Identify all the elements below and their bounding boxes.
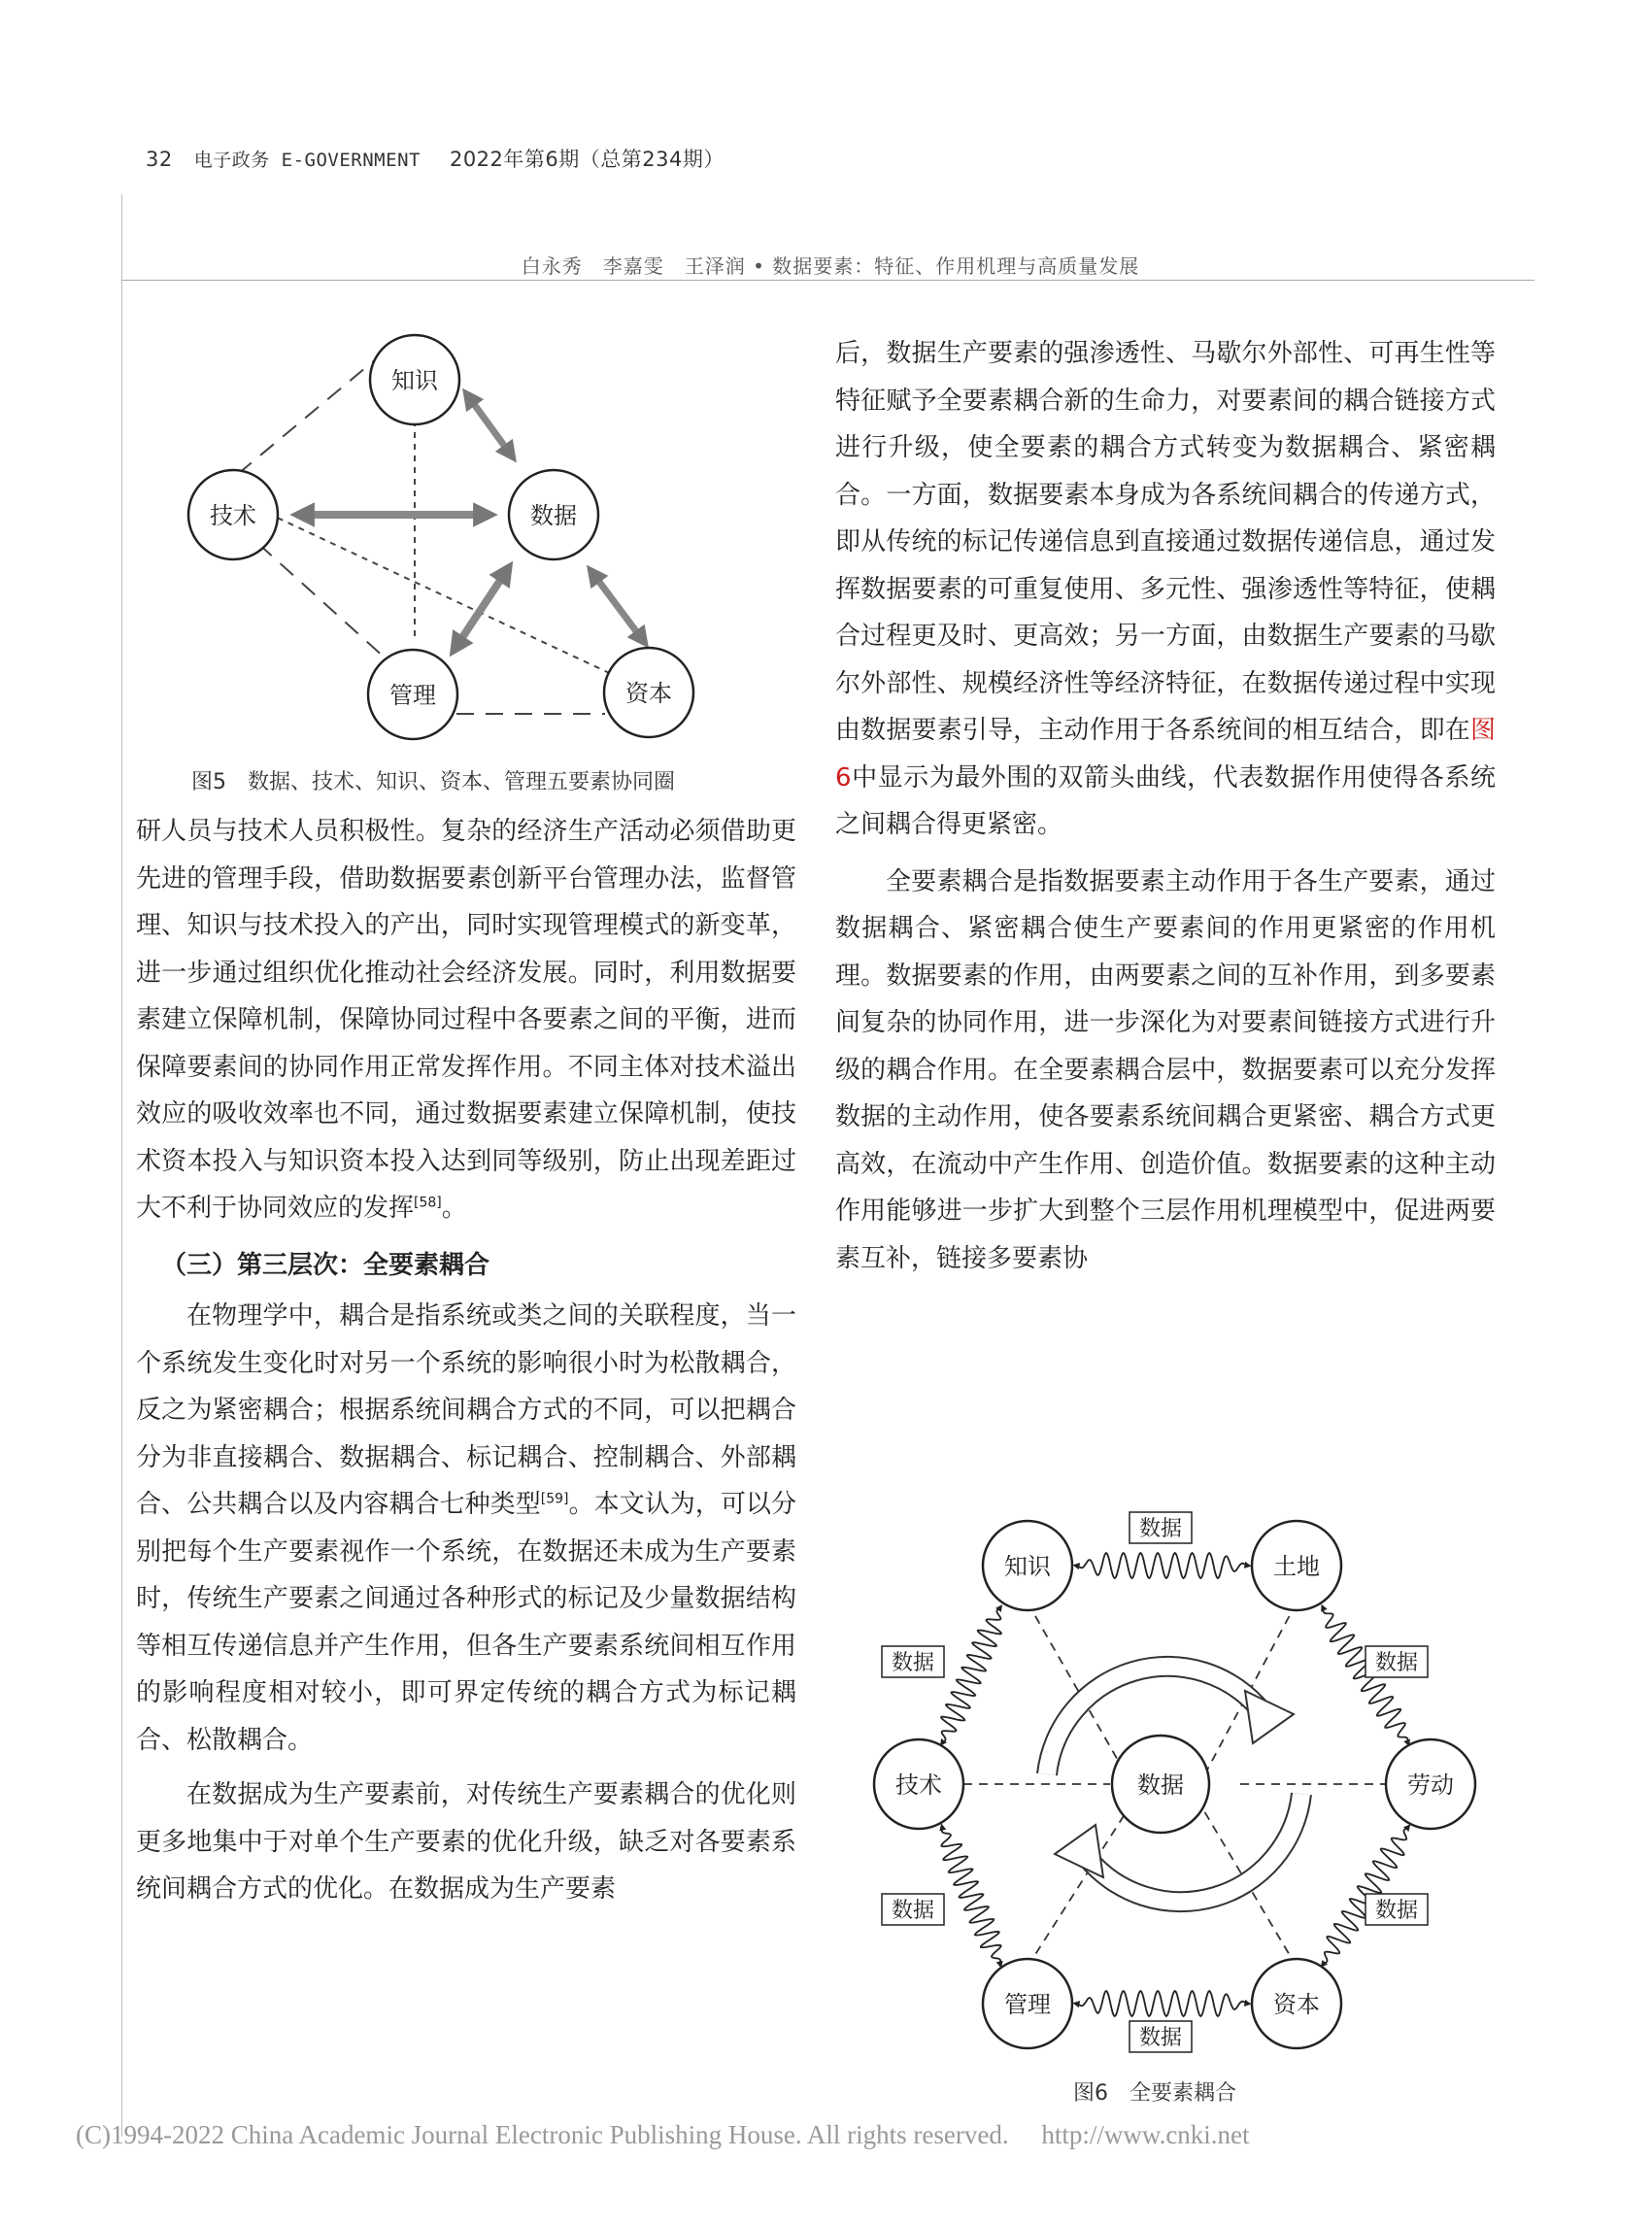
svg-text:资本: 资本 [625, 680, 672, 707]
fig6-node-data [1112, 1736, 1209, 1833]
figure5-diagram [175, 316, 672, 743]
issue-info: 2022年第6期（总第234期） [449, 148, 725, 171]
figure6-caption: 图6 全要素耦合 [1073, 2081, 1236, 2106]
left-paragraph-1: 研人员与技术人员积极性。复杂的经济生产活动必须借助更先进的管理手段，借助数据要素创新平台管理办法，监督管理、知识与技术投入的产出，同时实现管理模式的新变革，进一步通过组织优化推动社会经济发展。同时，利用数据要素建立保障机制，保障协同过程中各要素之间的平衡，进而保障要素间的协同作用正常发挥作用。不同主体对技术溢出效应的吸收效率也不同，通过数据要素建立保障机制，使技术资本投入与知识资本投入达到同等级别，防止出现差距过大不利于协同效应的发挥[58]。 [136, 817, 796, 1223]
right-paragraph-1: 后，数据生产要素的强渗透性、马歇尔外部性、可再生性等特征赋予全要素耦合新的生命力，对要素间的耦合链接方式进行升级，使全要素的耦合方式转变为数据耦合、紧密耦合。一方面，数据要素本身成为各系统间耦合的传递方式，即从传统的标记传递信息到直接通过数据传递信息，通过发挥数据要素的可重复使用、多元性、强渗透性等特征，使耦合过程更及时、更高效；另一方面，由数据生产要素的马歇尔外部性、规模经济性等经济特征，在数据传递过程中实现由数据要素引导，主动作用于各系统间的相互结合，即在图6中显示为最外围的双箭头曲线，代表数据作用使得各系统之间耦合得更紧密。 [835, 339, 1496, 839]
journal-header [146, 144, 725, 173]
svg-text:技术: 技术 [895, 1771, 942, 1799]
copyright-footer: (C)1994-2022 China Academic Journal Electronic Publishing House. All rights reserved. http://www.cnki.net [76, 2120, 1250, 2149]
fig6-node-technology [874, 1739, 963, 1829]
svg-text:资本: 资本 [1273, 1991, 1320, 2018]
fig6-data-label-lower-left [882, 1894, 944, 1925]
fig6-wave-tech-management [941, 1827, 1000, 1965]
citation-58[interactable]: [58] [414, 1195, 442, 1211]
fig6-node-land [1252, 1521, 1341, 1610]
svg-text:数据: 数据 [1374, 1651, 1419, 1675]
fig6-data-label-upper-left [882, 1646, 944, 1677]
svg-text:数据: 数据 [891, 1651, 935, 1675]
svg-text:管理: 管理 [1004, 1991, 1051, 2018]
fig5-arrow-data-capital [590, 570, 645, 643]
svg-text:数据: 数据 [530, 502, 577, 529]
fig5-arrow-knowledge-data [466, 393, 513, 457]
fig6-data-label-bottom [1129, 2021, 1192, 2052]
fig5-node-knowledge [370, 335, 459, 424]
fig5-node-management [368, 650, 457, 739]
fig6-data-label-lower-right [1365, 1894, 1428, 1925]
svg-text:知识: 知识 [391, 367, 438, 394]
fig5-arrow-data-management [454, 567, 509, 651]
figure6-diagram [845, 1501, 1505, 2074]
fig6-data-label-top [1129, 1512, 1192, 1543]
left-column [136, 808, 796, 1913]
running-head: 白永秀 李嘉雯 王泽润 • 数据要素：特征、作用机理与高质量发展 [521, 254, 1140, 278]
fig6-wave-knowledge-land [1076, 1553, 1248, 1578]
fig6-wave-management-capital [1076, 1991, 1248, 2016]
fig5-node-technology [188, 470, 278, 559]
fig5-link-tech-knowledge [238, 354, 383, 474]
fig6-data-label-upper-right [1365, 1646, 1428, 1677]
svg-text:数据: 数据 [1138, 1517, 1183, 1541]
svg-text:数据: 数据 [1137, 1771, 1184, 1799]
fig6-node-capital [1252, 1959, 1341, 2048]
page-number: 32 [146, 148, 173, 171]
svg-text:数据: 数据 [1138, 2026, 1183, 2050]
citation-59[interactable]: [59] [540, 1491, 569, 1507]
fig6-node-management [983, 1959, 1072, 2048]
svg-text:土地: 土地 [1273, 1553, 1320, 1580]
svg-text:技术: 技术 [210, 502, 256, 529]
fig5-node-data [509, 470, 598, 559]
fig6-wave-knowledge-tech [941, 1607, 1001, 1743]
figure5-caption: 图5 数据、技术、知识、资本、管理五要素协同圈 [191, 770, 675, 794]
left-paragraph-2: 在物理学中，耦合是指系统或类之间的关联程度，当一个系统发生变化时对另一个系统的影响很小时为松散耦合，反之为紧密耦合；根据系统间耦合方式的不同，可以把耦合分为非直接耦合、数据耦合、标记耦合、控制耦合、外部耦合、公共耦合以及内容耦合七种类型[59]。本文认为，可以分别把每个生产要素视作一个系统，在数据还未成为生产要素时，传统生产要素之间通过各种形式的标记及少量数据结构等相互传递信息并产生作用，但各生产要素系统间相互作用的影响程度相对较小，即可界定传统的耦合方式为标记耦合、松散耦合。 [136, 1301, 796, 1755]
right-paragraph-2: 全要素耦合是指数据要素主动作用于各生产要素，通过数据耦合、紧密耦合使生产要素间的作用更紧密的作用机理。数据要素的作用，由两要素之间的互补作用，到多要素间复杂的协同作用，进一步深化为对要素间链接方式进行升级的耦合作用。在全要素耦合层中，数据要素可以充分发挥数据的主动作用，使各要素系统间耦合更紧密、耦合方式更高效，在流动中产生作用、创造价值。数据要素的这种主动作用能够进一步扩大到整个三层作用机理模型中，促进两要素互补，链接多要素协 [835, 866, 1496, 1273]
svg-text:管理: 管理 [389, 682, 436, 709]
journal-name: 电子政务 E-GOVERNMENT [193, 150, 421, 171]
fig6-node-knowledge [983, 1521, 1072, 1610]
fig5-node-capital [604, 648, 693, 737]
svg-text:劳动: 劳动 [1407, 1771, 1454, 1799]
svg-text:数据: 数据 [891, 1899, 935, 1923]
figure6-link[interactable]: 图6 [835, 716, 1496, 793]
left-paragraph-3: 在数据成为生产要素前，对传统生产要素耦合的优化则更多地集中于对单个生产要素的优化升级，缺乏对各要素系统间耦合方式的优化。在数据成为生产要素 [136, 1780, 796, 1904]
svg-text:知识: 知识 [1004, 1553, 1051, 1580]
svg-text:数据: 数据 [1374, 1899, 1419, 1923]
section-heading-third-level: （三）第三层次：全要素耦合 [161, 1250, 490, 1280]
right-column [835, 330, 1496, 1282]
margin-rule [121, 194, 122, 2137]
fig6-node-labor [1386, 1739, 1475, 1829]
header-rule [121, 280, 1534, 281]
